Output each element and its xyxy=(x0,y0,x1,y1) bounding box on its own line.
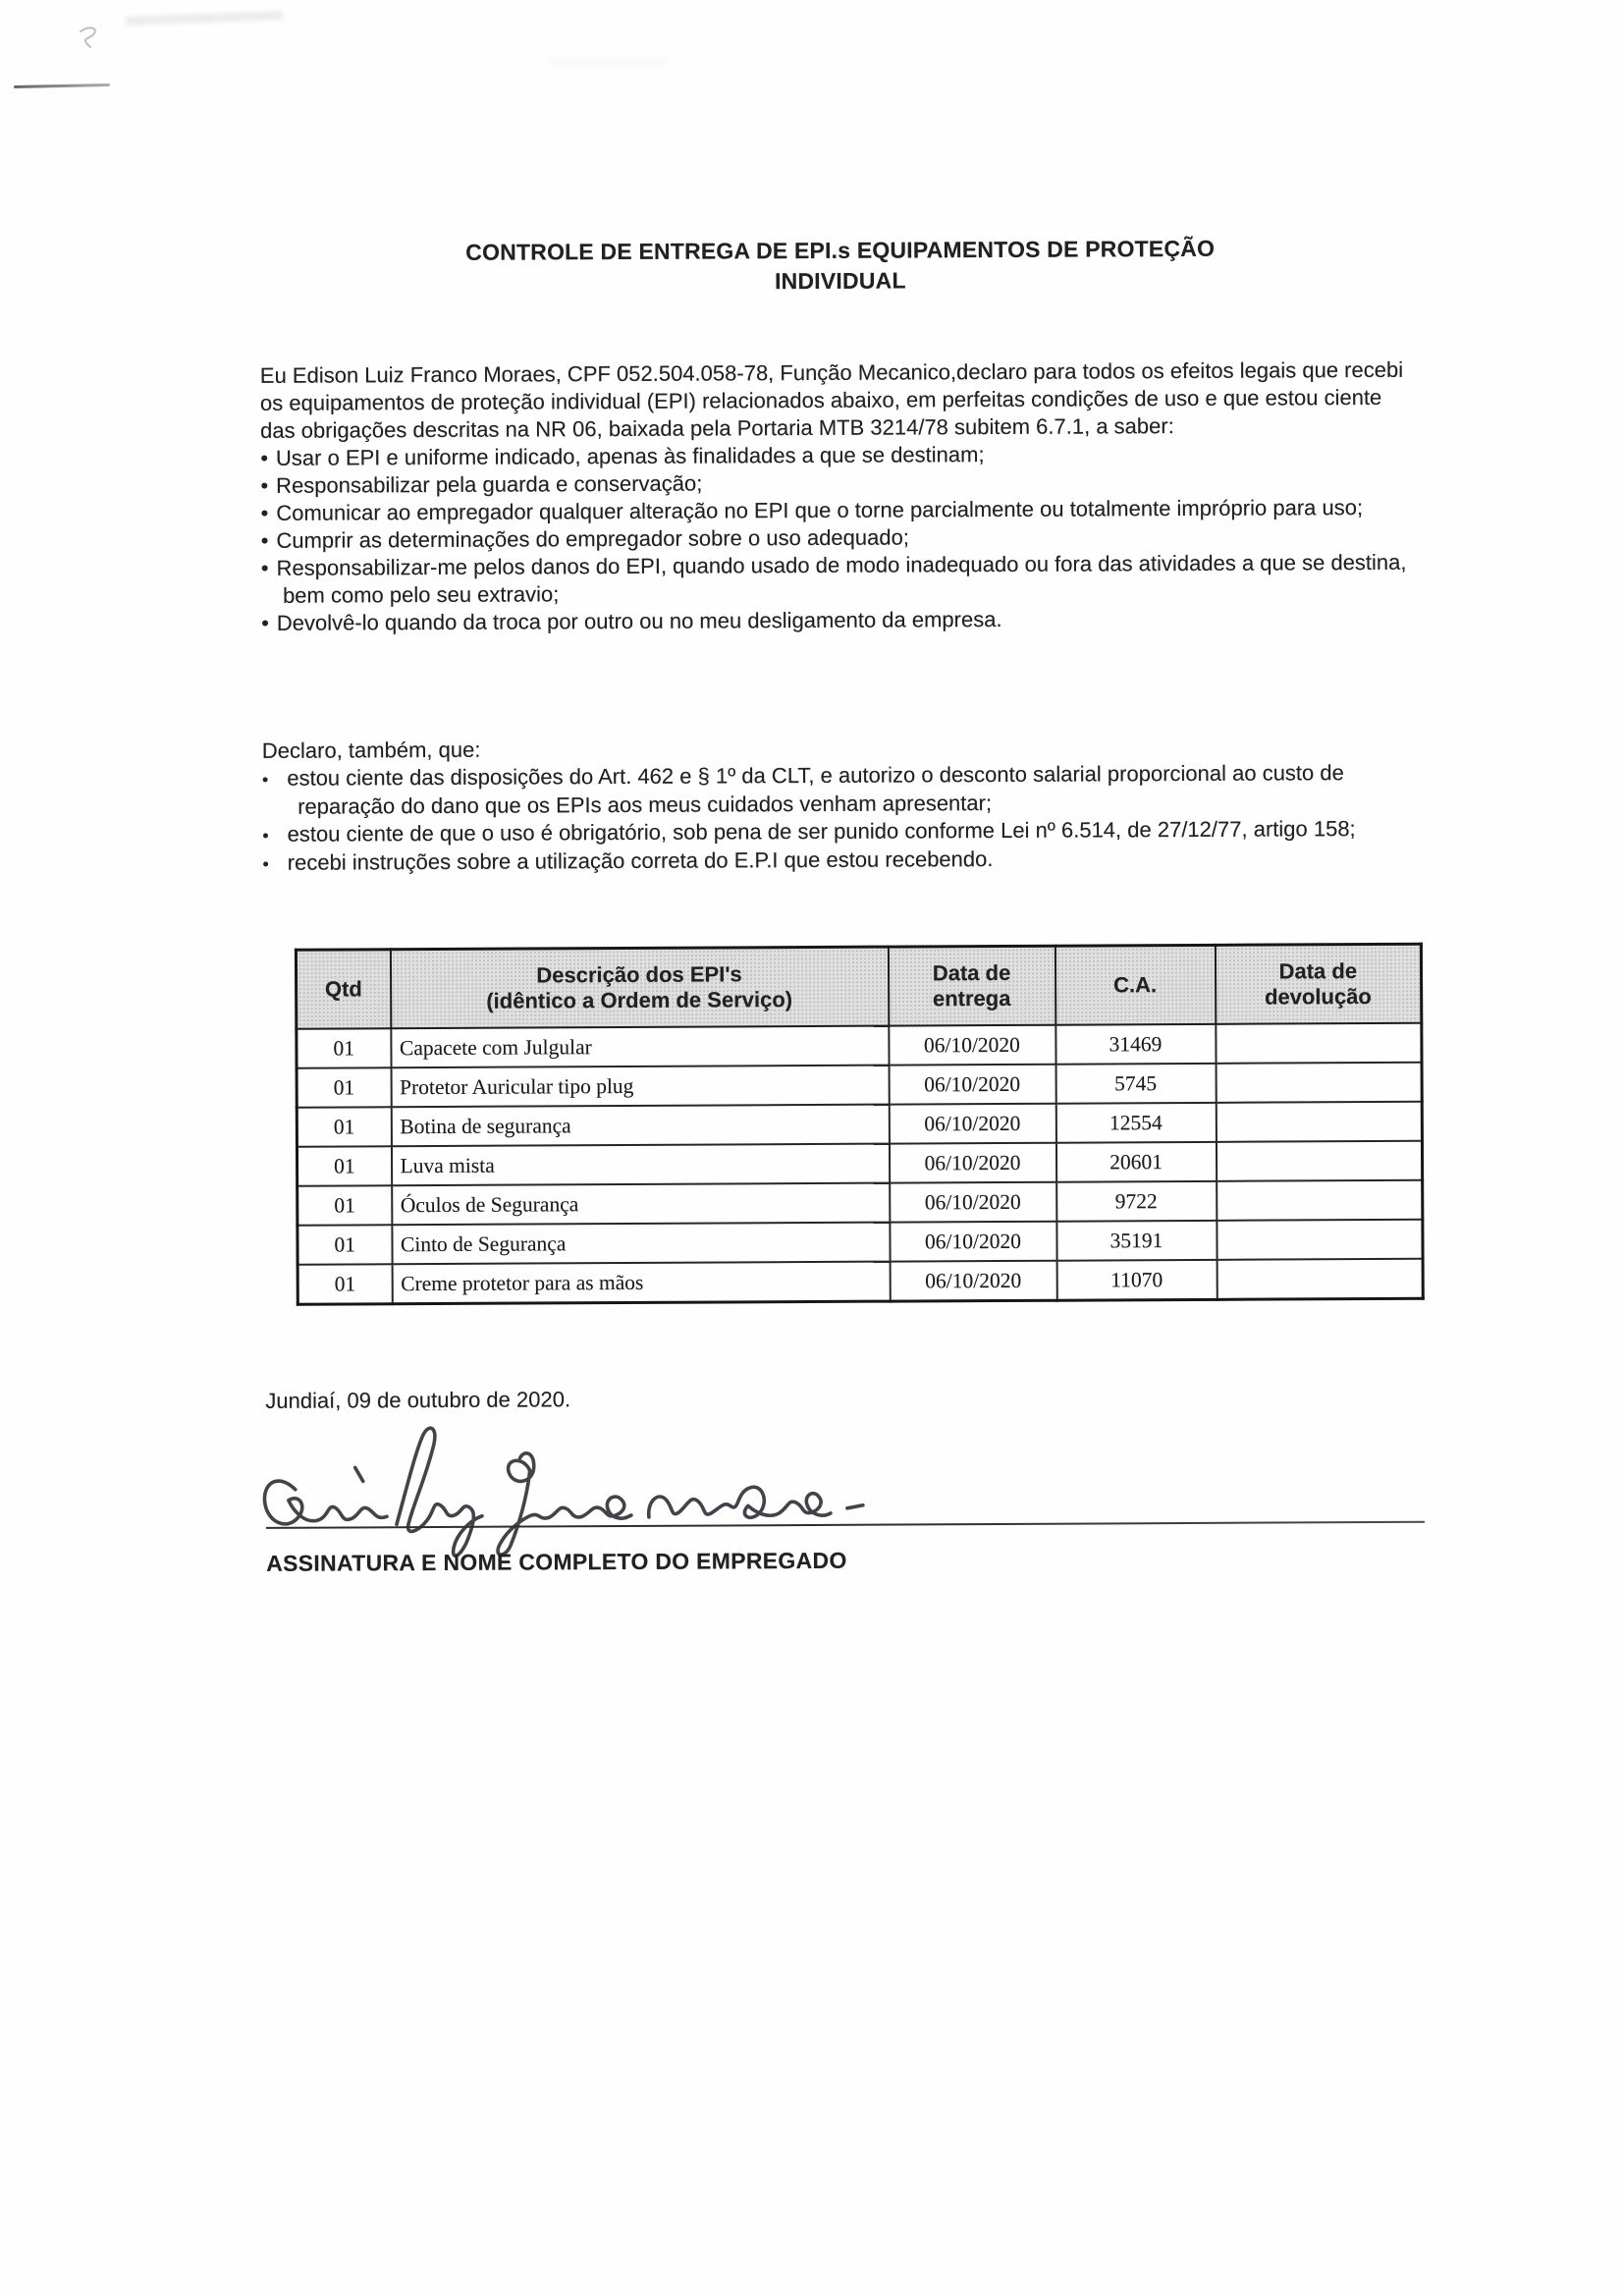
devolucao-cell xyxy=(1216,1063,1422,1103)
document-title-line1: CONTROLE DE ENTREGA DE EPI.s EQUIPAMENTOS DE PROTEÇÃO xyxy=(465,235,1216,265)
devolucao-cell xyxy=(1216,1141,1422,1181)
entrega-cell: 06/10/2020 xyxy=(889,1065,1055,1105)
devolucao-cell xyxy=(1216,1023,1422,1064)
declaration-text: recebi instruções sobre a utilização correta do E.P.I que estou recebendo. xyxy=(287,847,994,875)
ca-cell: 12554 xyxy=(1055,1103,1216,1143)
desc-cell: Luva mista xyxy=(391,1144,889,1186)
ca-cell: 11070 xyxy=(1056,1260,1217,1300)
obligation-text: Responsabilizar-me pelos danos do EPI, quando usado de modo inadequado ou fora das atividades a que se destina, bem como pelo seu extravio; xyxy=(276,549,1407,608)
entrega-cell: 06/10/2020 xyxy=(890,1261,1056,1301)
obligation-item xyxy=(261,604,1423,637)
declaration-item xyxy=(262,758,1427,820)
obligation-text: Cumprir as determinações do empregador sobre o uso adequado; xyxy=(276,524,909,553)
obligation-item xyxy=(261,549,1423,610)
table-row xyxy=(297,1102,1422,1147)
bullet-icon: • xyxy=(261,769,269,790)
qtd-cell: 01 xyxy=(297,1107,391,1147)
entrega-cell: 06/10/2020 xyxy=(890,1222,1056,1262)
obligation-text: Comunicar ao empregador qualquer alteração no EPI que o torne parcialmente ou totalmente impróprio para uso; xyxy=(276,495,1364,525)
signature-caption: ASSINATURA E NOME COMPLETO DO EMPREGADO xyxy=(266,1547,847,1576)
intro-section xyxy=(260,356,1423,637)
bullet-icon: • xyxy=(262,853,269,874)
table-row xyxy=(297,1063,1422,1108)
entrega-cell: 06/10/2020 xyxy=(889,1143,1055,1183)
header-data-devolucao: Data de devolução xyxy=(1215,944,1421,1024)
declaration-text: estou ciente das disposições do Art. 462 e § 1º da CLT, e autorizo o desconto salarial proporcional ao custo de reparação do dano que os EPIs aos meus cuidados venham apresentar; xyxy=(287,759,1344,819)
desc-cell: Óculos de Segurança xyxy=(392,1183,890,1226)
epi-table-header-row xyxy=(296,944,1421,1028)
obligation-text: Responsabilizar pela guarda e conservação; xyxy=(276,470,703,498)
qtd-cell: 01 xyxy=(297,1146,391,1186)
bullet-icon: • xyxy=(262,825,269,846)
ca-cell: 20601 xyxy=(1055,1142,1216,1182)
qtd-cell: 01 xyxy=(298,1185,392,1226)
table-row xyxy=(297,1141,1422,1186)
qtd-cell: 01 xyxy=(297,1067,391,1108)
desc-cell: Cinto de Segurança xyxy=(392,1223,890,1265)
desc-cell: Capacete com Julgular xyxy=(391,1026,889,1068)
entrega-cell: 06/10/2020 xyxy=(890,1182,1056,1223)
header-descricao: Descrição dos EPI's (idêntico a Ordem de Serviço) xyxy=(390,947,888,1028)
obligation-text: Devolvê-lo quando da troca por outro ou no meu desligamento da empresa. xyxy=(276,606,1002,635)
bullet-icon: • xyxy=(261,610,269,635)
header-ca: C.A. xyxy=(1055,945,1215,1024)
ca-cell: 5745 xyxy=(1055,1064,1216,1104)
qtd-cell: 01 xyxy=(298,1264,392,1304)
header-qtd: Qtd xyxy=(296,950,390,1029)
epi-table xyxy=(295,943,1425,1306)
table-row xyxy=(298,1220,1423,1265)
bullet-icon: • xyxy=(260,555,269,580)
qtd-cell: 01 xyxy=(298,1225,392,1265)
desc-cell: Creme protetor para as mãos xyxy=(392,1262,890,1304)
header-data-entrega: Data de entrega xyxy=(888,946,1055,1025)
bullet-icon: • xyxy=(260,472,269,498)
document-title-line2: INDIVIDUAL xyxy=(774,267,906,295)
devolucao-cell xyxy=(1217,1259,1423,1300)
declarations-list xyxy=(262,758,1428,878)
devolucao-cell xyxy=(1217,1180,1423,1221)
bullet-icon: • xyxy=(260,500,269,525)
obligations-list xyxy=(260,439,1423,637)
declaration-item xyxy=(262,844,1427,879)
entrega-cell: 06/10/2020 xyxy=(889,1025,1055,1066)
intro-paragraph: Eu Edison Luiz Franco Moraes, CPF 052.504.058-78, Função Mecanico,declaro para todos os efeitos legais que recebi os equipamentos de proteção individual (EPI) relacionados abaixo, em perfeitas condições de uso e que estou ciente das obrigações descritas na NR 06, baixada pela Portaria MTB 3214/78 subitem 6.7.1, a saber: xyxy=(259,356,1404,443)
bullet-icon: • xyxy=(260,527,269,553)
ca-cell: 35191 xyxy=(1056,1221,1217,1261)
ca-cell: 9722 xyxy=(1056,1181,1217,1222)
date-place-line: Jundiaí, 09 de outubro de 2020. xyxy=(265,1387,571,1413)
obligation-text: Usar o EPI e uniforme indicado, apenas às finalidades a que se destinam; xyxy=(275,442,985,470)
devolucao-cell xyxy=(1217,1220,1423,1260)
desc-cell: Protetor Auricular tipo plug xyxy=(391,1066,889,1108)
qtd-cell: 01 xyxy=(297,1028,391,1068)
declarations-heading: Declaro, também, que: xyxy=(261,737,481,763)
declaration-item xyxy=(262,814,1427,849)
devolucao-cell xyxy=(1216,1102,1422,1142)
table-row xyxy=(298,1180,1423,1226)
declarations-section xyxy=(262,732,1428,879)
table-row xyxy=(298,1259,1423,1304)
desc-cell: Botina de segurança xyxy=(391,1105,889,1147)
document-title xyxy=(259,233,1421,300)
entrega-cell: 06/10/2020 xyxy=(889,1104,1055,1144)
declaration-text: estou ciente de que o uso é obrigatório, sob pena de ser punido conforme Lei nº 6.514, de 27/12/77, artigo 158; xyxy=(287,815,1356,847)
table-row xyxy=(297,1023,1422,1068)
bullet-icon: • xyxy=(260,445,269,470)
ca-cell: 31469 xyxy=(1055,1024,1216,1065)
